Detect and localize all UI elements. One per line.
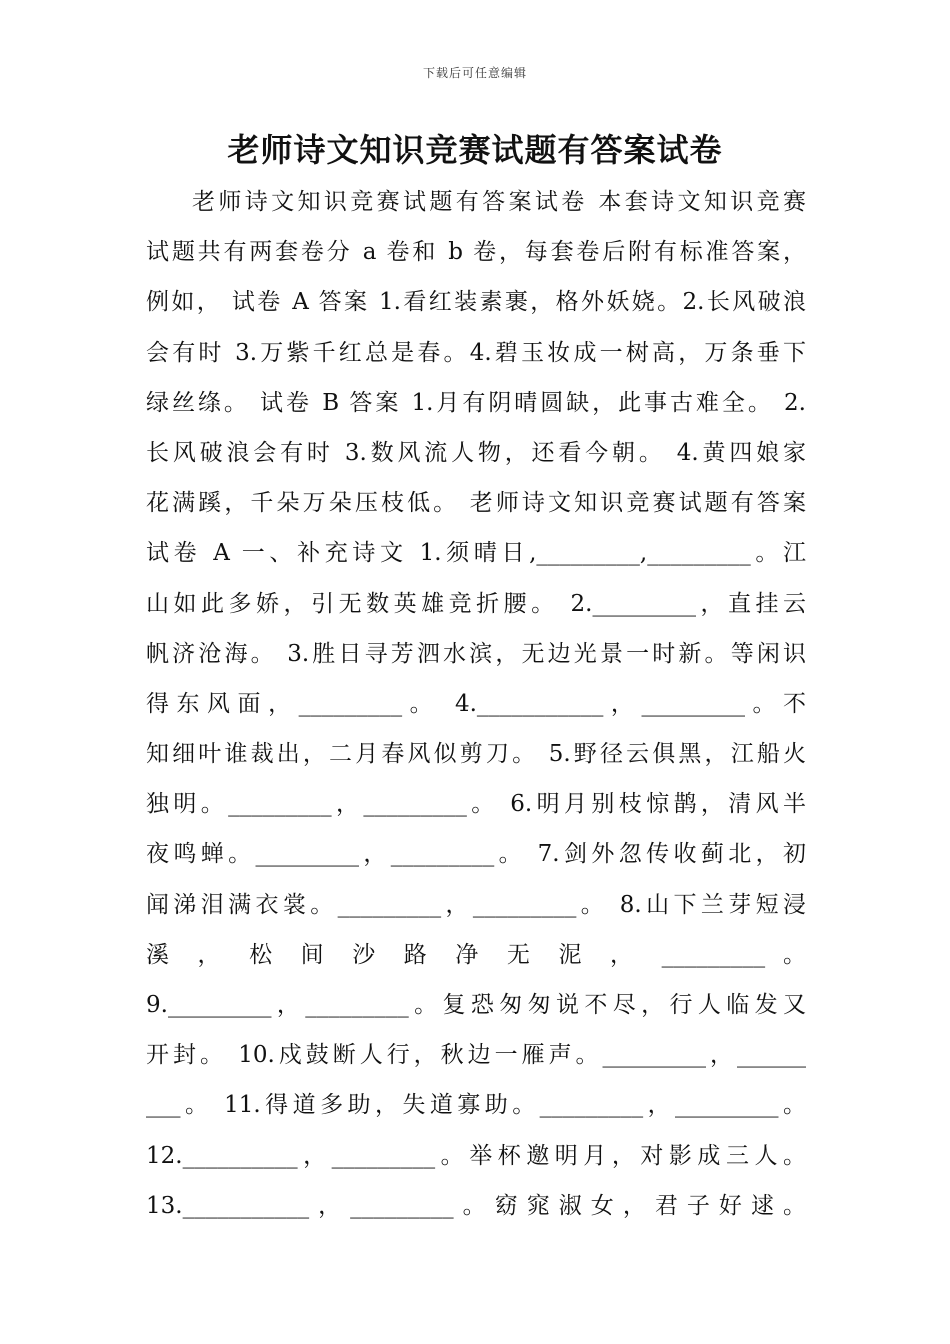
body-line-21: 13.___________，_________。窈窕淑女，君子好逑。 [146, 1192, 806, 1219]
body-line-5: 绿丝绦。 试卷 B 答案 1.月有阴晴圆缺，此事古难全。 2. [146, 389, 806, 416]
body-line-12: 知细叶谁裁出，二月春风似剪刀。 5.野径云俱黑，江船火 [146, 741, 806, 768]
body-line-1: 老师诗文知识竞赛试题有答案试卷 本套诗文知识竞赛 [192, 189, 806, 215]
body-line-8: 试卷 A 一、补充诗文 1.须晴日,_________,_________。江 [146, 540, 806, 567]
body-line-13: 独明。_________，_________。 6.明月别枝惊鹊，清风半 [146, 791, 806, 818]
document-body [146, 177, 806, 1231]
body-line-3: 例如， 试卷 A 答案 1.看红装素裹，格外妖娆。2.长风破浪 [146, 289, 806, 316]
body-line-6: 长风破浪会有时 3.数风流人物，还看今朝。 4.黄四娘家 [146, 439, 806, 466]
body-line-11: 得东风面，_________。 4.___________，_________。不 [146, 690, 806, 717]
body-line-15: 闻涕泪满衣裳。_________，_________。 8.山下兰芽短浸 [146, 891, 806, 918]
body-line-4: 会有时 3.万紫千红总是春。4.碧玉妆成一树高，万条垂下 [146, 339, 806, 366]
body-line-7: 花满蹊，千朵万朵压枝低。 老师诗文知识竞赛试题有答案 [146, 490, 806, 517]
body-line-19: ___。 11.得道多助，失道寡助。_________，_________。 [146, 1092, 806, 1119]
body-line-2: 试题共有两套卷分 a 卷和 b 卷，每套卷后附有标准答案， [146, 239, 806, 266]
body-line-10: 帆济沧海。 3.胜日寻芳泗水滨，无边光景一时新。等闲识 [146, 640, 806, 667]
body-line-9: 山如此多娇，引无数英雄竞折腰。 2._________，直挂云 [146, 590, 806, 617]
body-line-20: 12.__________，_________。举杯邀明月，对影成三人。 [146, 1142, 806, 1169]
body-line-16: 溪 ， 松 间 沙 路 净 无 泥 ， _________ 。 [146, 941, 806, 968]
document-title: 老师诗文知识竞赛试题有答案试卷 [227, 131, 723, 169]
page-header-note: 下载后可任意编辑 [422, 66, 527, 80]
body-line-14: 夜鸣蝉。_________，_________。 7.剑外忽传收蓟北，初 [146, 841, 806, 868]
body-line-17: 9._________，_________。复恐匆匆说不尽，行人临发又 [146, 992, 806, 1018]
body-line-18: 开封。 10.戍鼓断人行，秋边一雁声。_________，______ [146, 1042, 806, 1069]
